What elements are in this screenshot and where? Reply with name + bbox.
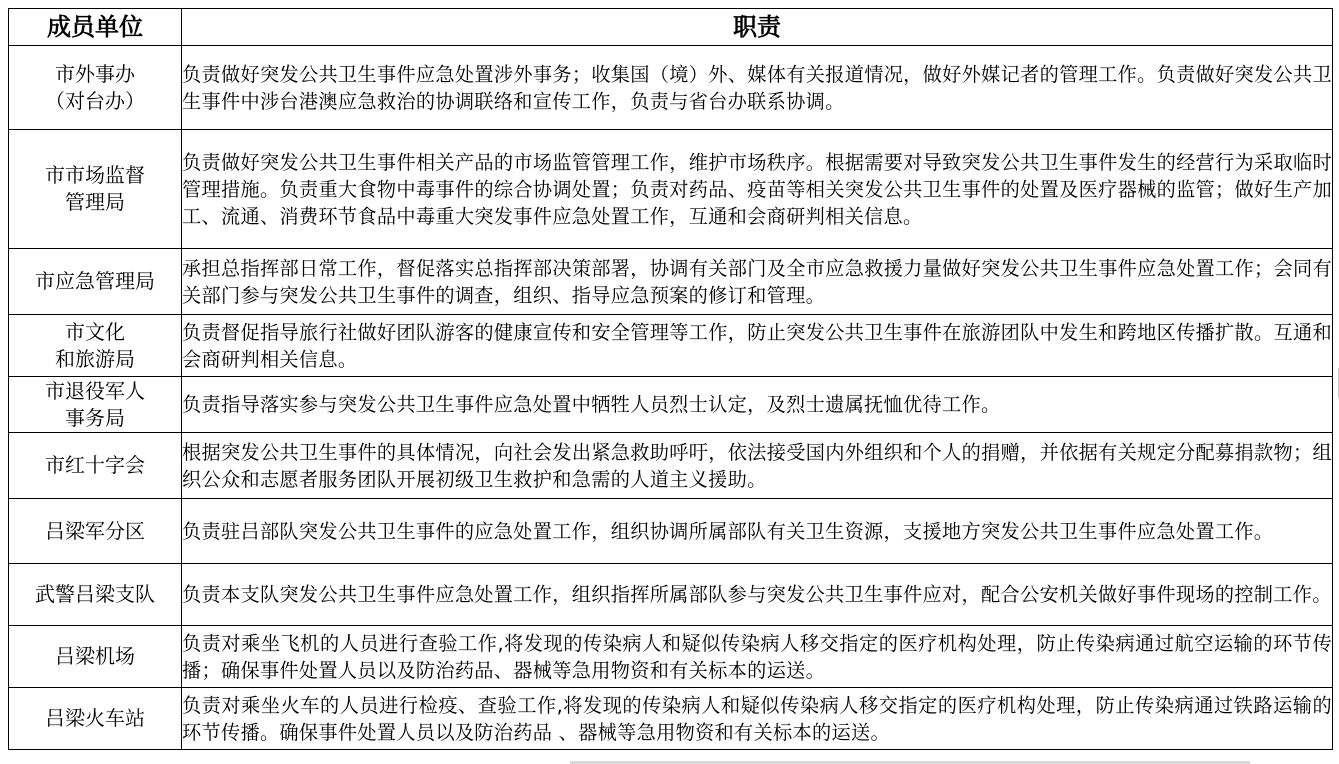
duty-cell: 负责指导落实参与突发公共卫生事件应急处置中牺牲人员烈士认定，及烈士遗属抚恤优待工作。 (182, 377, 1333, 433)
member-unit-line: （对台办） (45, 88, 145, 113)
header-row (9, 9, 1333, 46)
duty-cell: 负责做好突发公共卫生事件应急处置涉外事务；收集国（境）外、媒体有关报道情况，做好外媒记者的管理工作。负责做好突发公共卫生事件中涉台港澳应急救治的协调联络和宣传工作，负责与省台办联系协调。 (182, 46, 1333, 130)
duty-cell: 负责对乘坐飞机的人员进行查验工作,将发现的传染病人和疑似传染病人移交指定的医疗机构处理，防止传染病通过航空运输的环节传播；确保事件处置人员以及防治药品、器械等急用物资和有关标本的运送。 (182, 626, 1333, 688)
member-unit-line: 市红十字会 (45, 453, 145, 477)
member-unit-cell (9, 377, 182, 433)
member-unit-line: 吕梁军分区 (45, 518, 145, 543)
table-row (9, 130, 1333, 249)
member-unit-line: 市退役军人 (45, 378, 145, 403)
table-row (9, 249, 1333, 315)
table-row (9, 377, 1333, 433)
duty-cell: 负责对乘坐火车的人员进行检疫、查验工作,将发现的传染病人和疑似传染病人移交指定的医疗机构处理，防止传染病通过铁路运输的环节传播。确保事件处置人员以及防治药品 、器械等急用物资和有关标本的运送。 (182, 688, 1333, 750)
header-unit: 成员单位 (9, 9, 182, 46)
header-duty: 职责 (182, 9, 1333, 46)
duty-cell: 负责做好突发公共卫生事件相关产品的市场监管管理工作，维护市场秩序。根据需要对导致突发公共卫生事件发生的经营行为采取临时管理措施。负责重大食物中毒事件的综合协调处置；负责对药品、疫苗等相关突发公共卫生事件的处置及医疗器械的监管；做好生产加工、流通、消费环节食品中毒重大突发事件应急处置工作，互通和会商研判相关信息。 (182, 130, 1333, 249)
member-unit-line: 管理局 (65, 190, 125, 214)
member-unit-line: 事务局 (65, 405, 125, 430)
table-row (9, 315, 1333, 377)
member-unit-line: 吕梁火车站 (45, 706, 145, 730)
member-unit-cell (9, 564, 182, 626)
member-duty-table (8, 8, 1333, 750)
member-unit-line: 吕梁机场 (55, 644, 135, 668)
duty-cell: 负责驻吕部队突发公共卫生事件的应急处置工作，组织协调所属部队有关卫生资源，支援地方突发公共卫生事件应急处置工作。 (182, 499, 1333, 564)
duty-cell: 负责督促指导旅行社做好团队游客的健康宣传和安全管理等工作，防止突发公共卫生事件在旅游团队中发生和跨地区传播扩散。互通和会商研判相关信息。 (182, 315, 1333, 377)
member-unit-cell (9, 315, 182, 377)
member-unit-line: 市外事办 (55, 61, 135, 86)
member-unit-cell (9, 130, 182, 249)
duty-cell: 根据突发公共卫生事件的具体情况，向社会发出紧急救助呼吁，依法接受国内外组织和个人的捐赠，并依据有关规定分配募捐款物；组织公众和志愿者服务团队开展初级卫生救护和急需的人道主义援助。 (182, 433, 1333, 499)
member-unit-line: 市应急管理局 (35, 269, 155, 293)
member-unit-cell (9, 688, 182, 750)
table-row (9, 46, 1333, 130)
duty-cell: 承担总指挥部日常工作，督促落实总指挥部决策部署，协调有关部门及全市应急救援力量做好突发公共卫生事件应急处置工作；会同有关部门参与突发公共卫生事件的调查，组织、指导应急预案的修订和管理。 (182, 249, 1333, 315)
duty-cell: 负责本支队突发公共卫生事件应急处置工作，组织指挥所属部队参与突发公共卫生事件应对，配合公安机关做好事件现场的控制工作。 (182, 564, 1333, 626)
member-unit-line: 市市场监督 (45, 163, 145, 187)
table-row (9, 626, 1333, 688)
table-row (9, 433, 1333, 499)
member-unit-cell (9, 46, 182, 130)
table-row (9, 564, 1333, 626)
member-unit-cell (9, 499, 182, 564)
member-unit-cell (9, 626, 182, 688)
member-unit-cell (9, 249, 182, 315)
table-row (9, 688, 1333, 750)
table-row (9, 499, 1333, 564)
member-unit-line: 和旅游局 (55, 346, 135, 371)
member-unit-cell (9, 433, 182, 499)
member-unit-line: 市文化 (65, 319, 125, 344)
member-unit-line: 武警吕梁支队 (35, 582, 155, 606)
